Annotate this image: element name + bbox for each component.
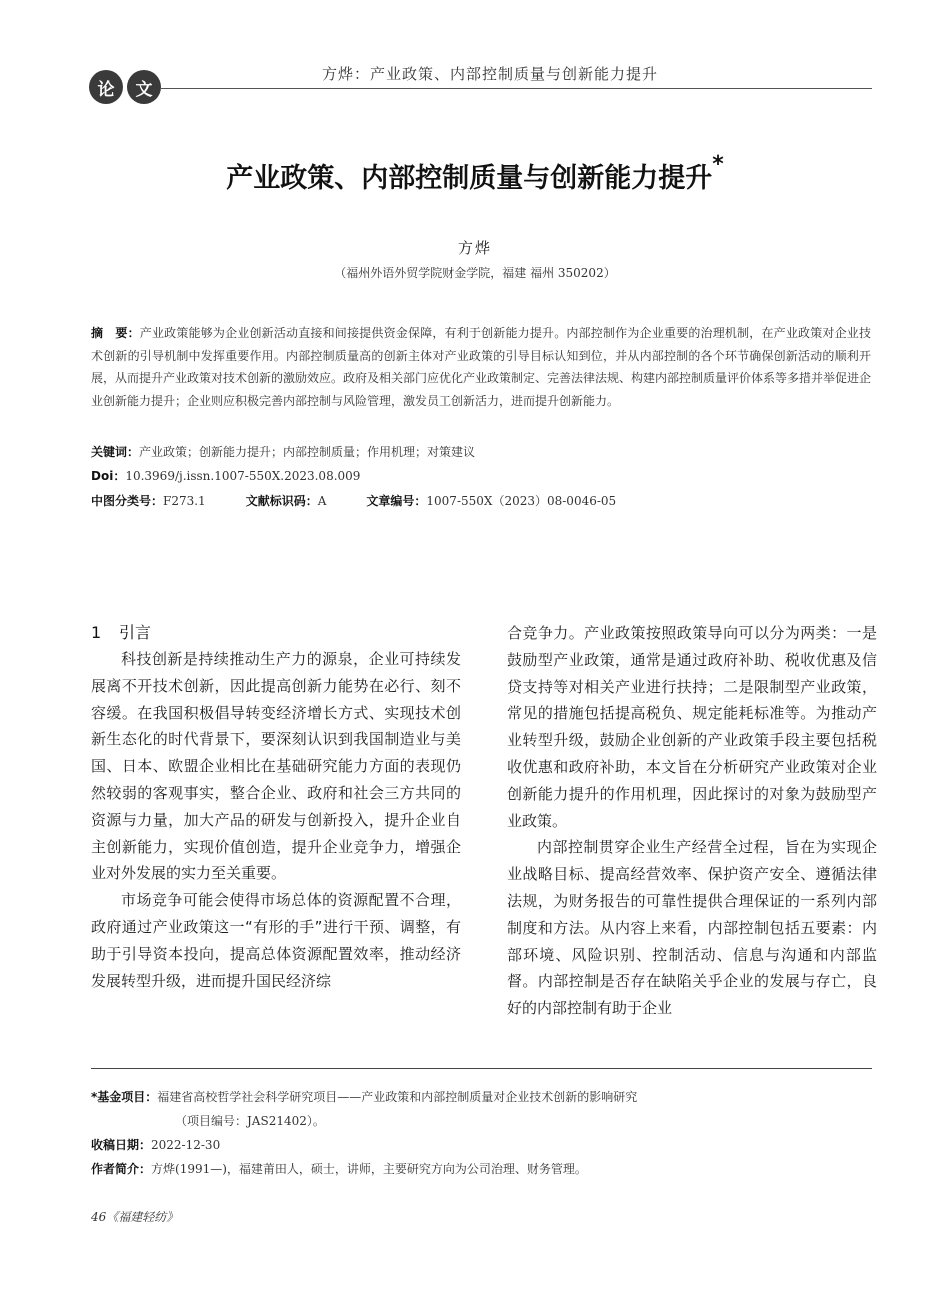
doi-label: Doi：: [91, 469, 126, 483]
received-date: 2022-12-30: [151, 1138, 221, 1152]
body-paragraph: 市场竞争可能会使得市场总体的资源配置不合理，政府通过产业政策这一“有形的手”进行干预、调整，有助于引导资本投向，提高总体资源配置效率，推动经济发展转型升级，进而提升国民经济综: [91, 891, 461, 990]
section-number: 1: [91, 623, 102, 642]
clc-value: F273.1: [163, 494, 206, 508]
fund-label: *基金项目：: [91, 1090, 158, 1104]
abstract-label: 摘 要：: [91, 326, 140, 340]
abstract-text: 产业政策能够为企业创新活动直接和间接提供资金保障，有利于创新能力提升。内部控制作为企业重要的治理机制，在产业政策对企业技术创新的引导机制中发挥重要作用。内部控制质量高的创新主体对产业政策的引导目标认知到位，并从内部控制的各个环节确保创新活动的顺利开展，从而提升产业政策对技术创新的激励效应。政府及相关部门应优化产业政策制定、完善法律法规、构建内部控制质量评价体系等多措并举促进企业创新能力提升；企业则应积极完善内部控制与风险管理，激发员工创新活力，进而提升创新能力。: [91, 326, 872, 408]
section-heading: [91, 620, 461, 646]
footnote-divider: [91, 1068, 872, 1069]
bio-text: 方烨(1991—)，福建莆田人，硕士，讲师，主要研究方向为公司治理、财务管理。: [151, 1162, 587, 1176]
doi-value[interactable]: 10.3969/j.issn.1007-550X.2023.08.009: [125, 469, 361, 483]
fund-text: 福建省高校哲学社会科学研究项目——产业政策和内部控制质量对企业技术创新的影响研究: [157, 1090, 638, 1104]
column-badge-wen: 文: [127, 70, 161, 104]
bio-label: 作者简介：: [91, 1162, 152, 1176]
body-column-right: [507, 620, 877, 1022]
section-title: 引言: [119, 623, 152, 642]
keywords-line: [91, 443, 475, 460]
doi-line: [91, 467, 360, 484]
article-number-label: 文章编号：: [366, 494, 427, 508]
author-bio-line: [91, 1160, 587, 1177]
body-paragraph: 科技创新是持续推动生产力的源泉，企业可持续发展离不开技术创新，因此提高创新力能势在必行、刻不容缓。在我国积极倡导转变经济增长方式、实现技术创新生态化的时代背景下，要深刻认识到我国制造业与美国、日本、欧盟企业相比在基础研究能力方面的表现仍然较弱的客观事实，整合企业、政府和社会三方共同的资源与力量，加大产品的研发与创新投入，提升企业自主创新能力，实现价值创造，提升企业竞争力，增强企业对外发展的实力至关重要。: [91, 650, 461, 883]
column-badge-lun: 论: [89, 70, 123, 104]
clc-label: 中图分类号：: [91, 494, 164, 508]
header-divider: [160, 88, 872, 89]
fund-line-2: （项目编号：JAS21402）。: [175, 1114, 325, 1128]
received-label: 收稿日期：: [91, 1138, 152, 1152]
classification-line: [91, 492, 616, 509]
article-title: 产业政策、内部控制质量与创新能力提升*: [226, 152, 724, 194]
keywords-label: 关键词：: [91, 445, 140, 459]
body-paragraph: 内部控制贯穿企业生产经营全过程，旨在为实现企业战略目标、提高经营效率、保护资产安全、遵循法律法规，为财务报告的可靠性提供合理保证的一系列内部制度和方法。从内容上来看，内部控制包括五要素：内部环境、风险识别、控制活动、信息与沟通和内部监督。内部控制是否存在缺陷关乎企业的发展与存亡，良好的内部控制有助于企业: [507, 838, 877, 1018]
keywords-text: 产业政策；创新能力提升；内部控制质量；作用机理；对策建议: [139, 445, 476, 459]
doc-code-value: A: [317, 494, 327, 508]
article-number-value: 1007-550X（2023）08-0046-05: [426, 494, 617, 508]
author-affiliation: （福州外语外贸学院财金学院，福建 福州 350202）: [334, 266, 616, 280]
received-line: [91, 1136, 220, 1153]
title-footnote-mark: *: [712, 152, 724, 177]
running-title: 方烨：产业政策、内部控制质量与创新能力提升: [321, 65, 658, 83]
abstract: [91, 322, 871, 412]
body-column-left: [91, 620, 461, 994]
author-name: 方烨: [457, 239, 492, 257]
page-footer: 46《福建轻纺》: [91, 1210, 179, 1224]
doc-code-label: 文献标识码：: [245, 494, 318, 508]
fund-line: [91, 1088, 637, 1105]
body-paragraph: 合竞争力。产业政策按照政策导向可以分为两类：一是鼓励型产业政策，通常是通过政府补助、税收优惠及信贷支持等对相关产业进行扶持；二是限制型产业政策，常见的措施包括提高税负、规定能耗标准等。为推动产业转型升级，鼓励企业创新的产业政策手段主要包括税收优惠和政府补助，本文旨在分析研究产业政策对企业创新能力提升的作用机理，因此探讨的对象为鼓励型产业政策。: [507, 624, 877, 830]
